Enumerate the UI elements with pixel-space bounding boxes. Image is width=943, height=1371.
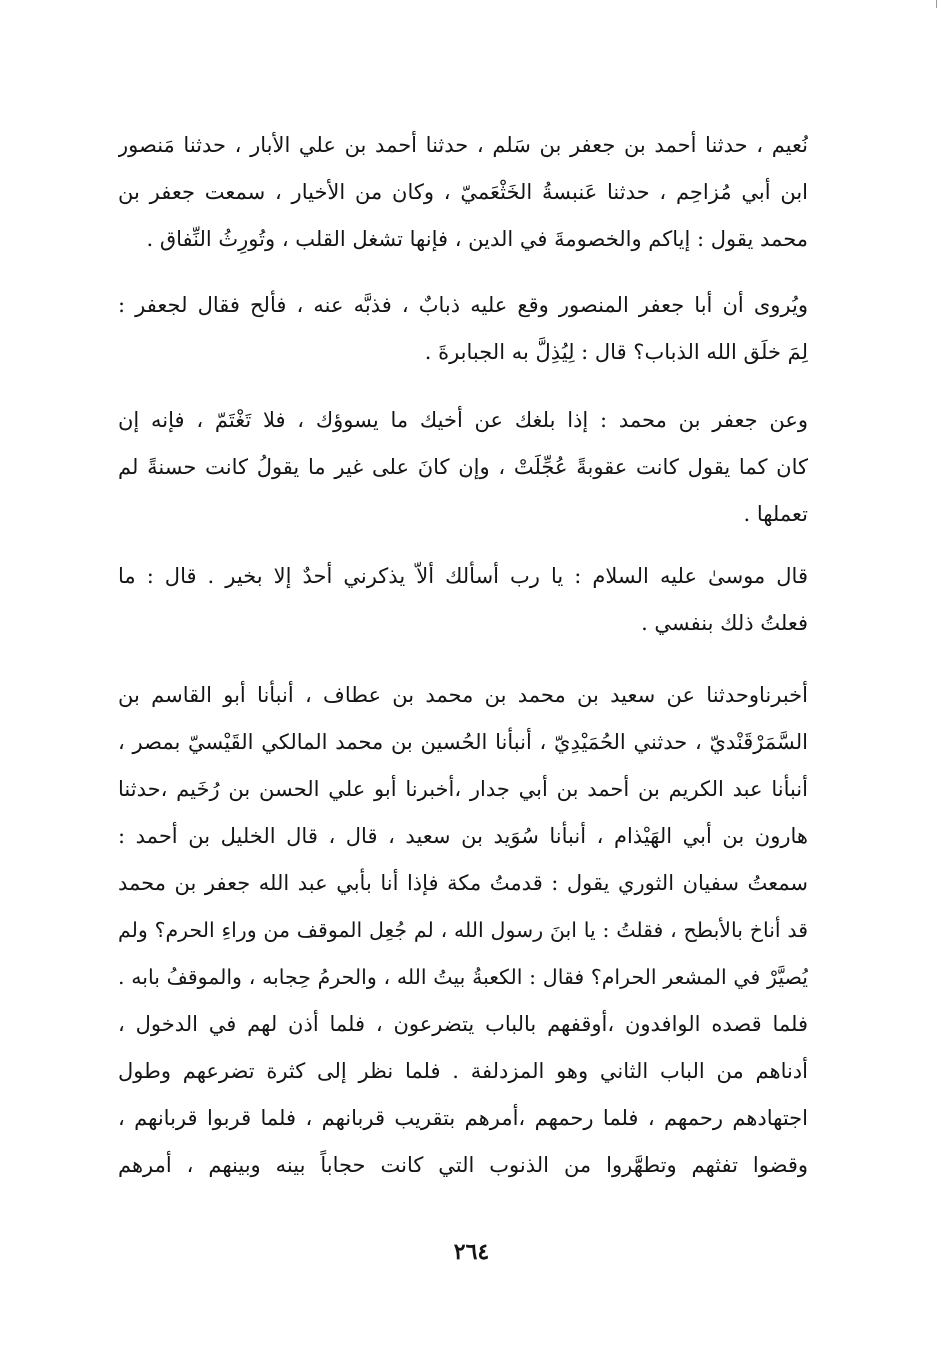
text-line: هارون بن أبي الهَيْذام ، أنبأنا سُوَيد بن سعيد ، قال ، قال الخليل بن أحمد : (118, 824, 808, 848)
text-line: لِمَ خلَق الله الذباب؟ قال : لِيُذِلَّ به الجبابرةَ . (424, 340, 808, 364)
paragraph-1 (118, 122, 808, 263)
text-line: فعلتُ ذلك بنفسي . (641, 611, 808, 635)
paragraph-2 (118, 282, 808, 376)
text-line: أدناهم من الباب الثاني وهو المزدلفة . فلما نظر إلى كثرة تضرعهم وطول (118, 1059, 808, 1083)
text-line: أنبأنا عبد الكريم بن أحمد بن أبي جدار ،أخبرنا أبو علي الحسن بن رُخَيم ،حدثنا (118, 777, 808, 801)
paragraph-4 (118, 553, 808, 647)
text-line: يُصيَّرْ في المشعر الحرام؟ فقال : الكعبةُ بيتُ الله ، والحرمُ حِجابه ، والموقفُ بابه . (118, 965, 808, 989)
text-line: كان كما يقول كانت عقوبةً عُجِّلَتْ ، وإن كانَ على غير ما يقولُ كانت حسنةً لم (118, 455, 808, 479)
text-line: ابن أبي مُزاحِم ، حدثنا عَنبسةُ الخَثْعَميّ ، وكان من الأخيار ، سمعت جعفر بن (118, 180, 808, 204)
text-line: ويُروى أن أبا جعفر المنصور وقع عليه ذبابٌ ، فذبَّه عنه ، فألح فقال لجعفر : (118, 293, 808, 317)
text-line: اجتهادهم رحمهم ، فلما رحمهم ،أمرهم بتقريب قربانهم ، فلما قربوا قربانهم ، (118, 1106, 808, 1130)
text-line: نُعيم ، حدثنا أحمد بن جعفر بن سَلم ، حدثنا أحمد بن علي الأبار ، حدثنا مَنصور (118, 133, 808, 157)
paragraph-3 (118, 397, 808, 538)
text-line: محمد يقول : إياكم والخصومةَ في الدين ، فإنها تشغل القلب ، وتُورِثُ النِّفاق . (146, 227, 808, 251)
text-line: قد أناخ بالأبطح ، فقلتُ : يا ابنَ رسول الله ، لم جُعِل الموقف من وراءِ الحرم؟ ولم (118, 918, 808, 942)
scan-edge-mark (932, 0, 937, 8)
text-line: وقضوا تفثهم وتطهَّروا من الذنوب التي كانت حجاباً بينه وبينهم ، أمرهم (118, 1153, 808, 1177)
text-line: وعن جعفر بن محمد : إذا بلغك عن أخيك ما يسوؤك ، فلا تَغْتَمّ ، فإنه إن (118, 408, 808, 432)
page-number: ٢٦٤ (453, 1239, 490, 1265)
text-line: تعملها . (743, 502, 808, 526)
text-line: فلما قصده الوافدون ،أوقفهم بالباب يتضرعون ، فلما أذن لهم في الدخول ، (118, 1012, 808, 1036)
text-line: سمعتُ سفيان الثوري يقول : قدمتُ مكة فإذا أنا بأبي عبد الله جعفر بن محمد (118, 871, 808, 895)
text-line: السَّمَرْقَنْديّ ، حدثني الحُمَيْدِيّ ، أنبأنا الحُسين بن محمد المالكي القَيْسيّ بمصر ، (118, 730, 808, 754)
paragraph-5 (118, 672, 808, 1189)
text-line: أخبرناوحدثنا عن سعيد بن محمد بن محمد بن عطاف ، أنبأنا أبو القاسم بن (118, 683, 808, 707)
text-line: قال موسىٰ عليه السلام : يا رب أسألك ألاّ يذكرني أحدٌ إلا بخير . قال : ما (118, 564, 808, 588)
